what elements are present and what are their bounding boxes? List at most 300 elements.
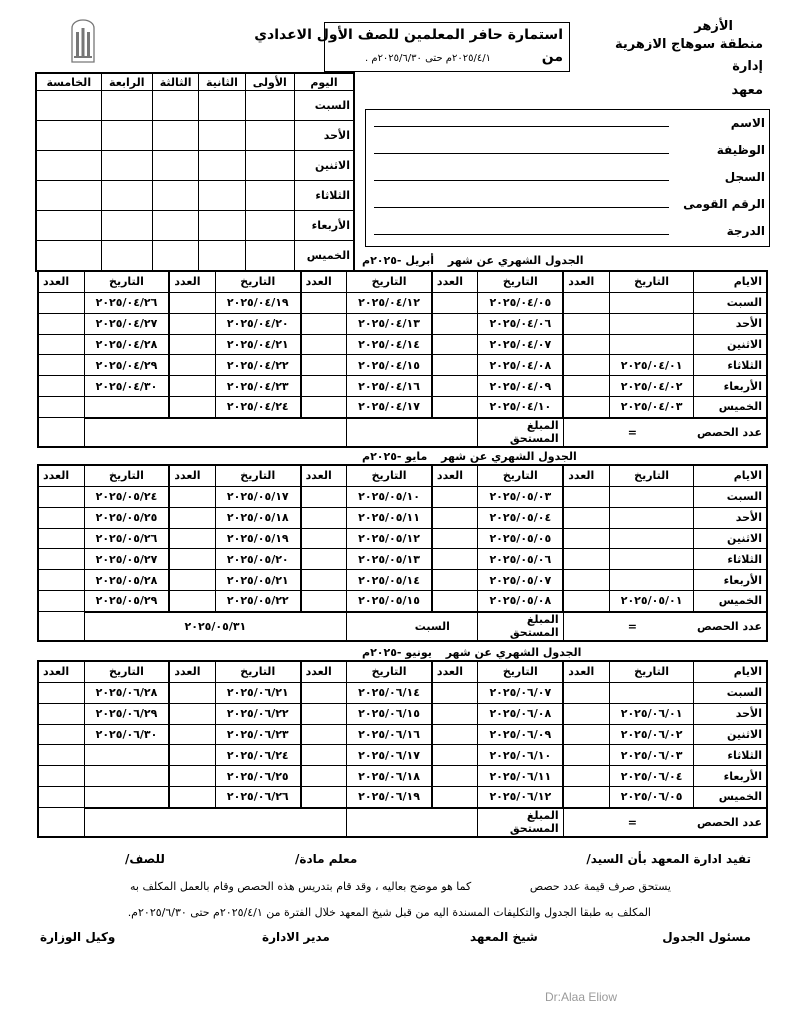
date-cell: ٢٠٢٥/٠٤/١٢ [347, 292, 432, 313]
count-cell [563, 486, 609, 507]
col-header-count: العدد [432, 661, 478, 682]
date-cell: ٢٠٢٥/٠٦/٢١ [215, 682, 300, 703]
month-header-row [38, 661, 767, 682]
sessions-equals: = [627, 425, 637, 439]
watermark: Dr:Alaa Eliow [545, 990, 618, 1004]
count-cell [563, 334, 609, 355]
month-title-may: الجدول الشهري عن شهر مايو -٢٠٢٥م [362, 450, 577, 463]
col-header-date: التاريخ [215, 271, 300, 292]
col-header-count: العدد [169, 271, 215, 292]
week-grid-day-cell: الثلاثاء [295, 181, 355, 211]
count-cell [169, 786, 215, 807]
count-cell [432, 334, 478, 355]
count-cell [169, 355, 215, 376]
sessions-equals: = [627, 815, 637, 829]
week-grid-row [36, 151, 354, 181]
week-grid-empty-cell [153, 91, 199, 121]
count-cell [301, 376, 347, 397]
day-cell: الثلاثاء [694, 745, 767, 766]
month-row [38, 724, 767, 745]
day-cell: الخميس [694, 786, 767, 807]
count-cell [432, 682, 478, 703]
azhar-emblem-icon [68, 18, 98, 66]
week-grid-empty-cell [36, 181, 101, 211]
month-row [38, 486, 767, 507]
week-grid-empty-cell [199, 121, 245, 151]
day-cell: الاثنين [694, 528, 767, 549]
count-cell [38, 766, 84, 787]
day-cell: الثلاثاء [694, 549, 767, 570]
sessions-equals: = [627, 619, 637, 633]
extra-left-cell [84, 808, 347, 837]
monthly-table-june [37, 660, 768, 838]
col-header-date: التاريخ [84, 465, 169, 486]
count-cell [432, 590, 478, 611]
footer-line1-c: للصف/ [125, 852, 165, 866]
col-header-date: التاريخ [478, 661, 563, 682]
date-cell: ٢٠٢٥/٠٤/٠٨ [478, 355, 563, 376]
count-cell [432, 528, 478, 549]
date-cell [609, 334, 694, 355]
signature-schedule-officer: مسئول الجدول [662, 930, 751, 944]
week-grid-empty-cell [101, 181, 152, 211]
count-cell [169, 590, 215, 611]
day-cell: السبت [694, 486, 767, 507]
count-cell [563, 396, 609, 417]
date-cell [84, 745, 169, 766]
date-cell: ٢٠٢٥/٠٤/١٠ [478, 396, 563, 417]
day-cell: السبت [694, 292, 767, 313]
date-cell: ٢٠٢٥/٠٥/٢٤ [84, 486, 169, 507]
col-header-count: العدد [563, 271, 609, 292]
month-row [38, 528, 767, 549]
count-cell [301, 549, 347, 570]
count-cell [169, 376, 215, 397]
day-cell: الأحد [694, 507, 767, 528]
date-cell: ٢٠٢٥/٠٦/١٨ [347, 766, 432, 787]
date-cell: ٢٠٢٥/٠٤/٠٢ [609, 376, 694, 397]
count-cell [301, 766, 347, 787]
signature-admin-director: مدير الادارة [262, 930, 330, 944]
week-grid-day-cell: الأحد [295, 121, 355, 151]
col-header-count: العدد [301, 271, 347, 292]
date-cell: ٢٠٢٥/٠٦/٢٦ [215, 786, 300, 807]
date-cell: ٢٠٢٥/٠٥/١٨ [215, 507, 300, 528]
count-cell [169, 549, 215, 570]
date-cell: ٢٠٢٥/٠٦/١١ [478, 766, 563, 787]
count-cell [432, 486, 478, 507]
footer-line1-a: تفيد ادارة المعهد بأن السيد/ [586, 852, 751, 866]
date-cell: ٢٠٢٥/٠٥/٢٩ [84, 590, 169, 611]
extra-day: السبت [414, 619, 450, 633]
month-row [38, 507, 767, 528]
count-cell [169, 292, 215, 313]
month-row [38, 292, 767, 313]
day-cell: السبت [694, 682, 767, 703]
week-grid-empty-cell [199, 241, 245, 272]
date-cell: ٢٠٢٥/٠٤/٠٥ [478, 292, 563, 313]
date-cell: ٢٠٢٥/٠٤/٢١ [215, 334, 300, 355]
col-header-count: العدد [169, 465, 215, 486]
count-cell [38, 703, 84, 724]
week-grid-day-cell: الاثنين [295, 151, 355, 181]
sessions-label: عدد الحصص [696, 619, 762, 633]
count-cell [432, 507, 478, 528]
week-grid-empty-cell [245, 241, 294, 272]
week-grid-header-cell: الخامسة [36, 73, 101, 91]
week-grid-header-cell: الثانية [199, 73, 245, 91]
count-cell [38, 355, 84, 376]
info-label: الدرجة [726, 224, 765, 238]
date-cell: ٢٠٢٥/٠٦/١٩ [347, 786, 432, 807]
count-cell [301, 703, 347, 724]
week-grid-empty-cell [36, 91, 101, 121]
count-cell [169, 507, 215, 528]
org-region: منطقة سوهاج الازهرية [615, 37, 763, 52]
date-cell: ٢٠٢٥/٠٥/٠٤ [478, 507, 563, 528]
date-cell: ٢٠٢٥/٠٤/٢٢ [215, 355, 300, 376]
info-fill-line [374, 234, 669, 235]
month-summary-row [38, 418, 767, 447]
count-cell [563, 590, 609, 611]
date-cell: ٢٠٢٥/٠٥/٠٥ [478, 528, 563, 549]
organization-header [583, 18, 763, 100]
date-cell: ٢٠٢٥/٠٦/٠٢ [609, 724, 694, 745]
date-cell: ٢٠٢٥/٠٤/١٩ [215, 292, 300, 313]
col-header-date: التاريخ [609, 661, 694, 682]
date-cell: ٢٠٢٥/٠٤/٢٨ [84, 334, 169, 355]
count-cell [38, 396, 84, 417]
date-cell: ٢٠٢٥/٠٦/١٥ [347, 703, 432, 724]
date-cell: ٢٠٢٥/٠٤/٠٩ [478, 376, 563, 397]
date-cell: ٢٠٢٥/٠٦/١٦ [347, 724, 432, 745]
week-grid-empty-cell [153, 211, 199, 241]
week-grid-header-row [36, 73, 354, 91]
month-summary-row [38, 808, 767, 837]
date-cell: ٢٠٢٥/٠٦/٠٣ [609, 745, 694, 766]
col-header-count: العدد [432, 465, 478, 486]
count-cell [301, 745, 347, 766]
date-cell: ٢٠٢٥/٠٦/٢٥ [215, 766, 300, 787]
date-cell: ٢٠٢٥/٠٤/١٥ [347, 355, 432, 376]
week-grid-empty-cell [199, 211, 245, 241]
col-header-count: العدد [563, 465, 609, 486]
week-grid-row [36, 121, 354, 151]
col-header-date: التاريخ [609, 465, 694, 486]
date-cell: ٢٠٢٥/٠٦/٢٣ [215, 724, 300, 745]
count-cell [301, 313, 347, 334]
count-cell [432, 786, 478, 807]
count-cell [169, 766, 215, 787]
count-cell [301, 590, 347, 611]
month-row [38, 682, 767, 703]
signature-undersecretary: وكيل الوزارة [40, 930, 116, 944]
month-header-row [38, 271, 767, 292]
date-cell: ٢٠٢٥/٠٥/٢٠ [215, 549, 300, 570]
date-cell [84, 396, 169, 417]
date-cell: ٢٠٢٥/٠٦/١٠ [478, 745, 563, 766]
col-header-days: الايام [694, 465, 767, 486]
count-cell [432, 745, 478, 766]
col-header-date: التاريخ [215, 465, 300, 486]
col-header-date: التاريخ [84, 661, 169, 682]
month-title-june: الجدول الشهري عن شهر يونيو -٢٠٢٥م [362, 646, 582, 659]
count-cell [563, 724, 609, 745]
date-cell [84, 786, 169, 807]
count-cell [563, 703, 609, 724]
week-grid-empty-cell [199, 91, 245, 121]
count-cell [38, 786, 84, 807]
date-cell: ٢٠٢٥/٠٤/١٤ [347, 334, 432, 355]
count-cell [38, 486, 84, 507]
week-grid-empty-cell [36, 151, 101, 181]
date-cell: ٢٠٢٥/٠٥/١٠ [347, 486, 432, 507]
count-cell [432, 396, 478, 417]
date-cell: ٢٠٢٥/٠٥/١٣ [347, 549, 432, 570]
date-cell: ٢٠٢٥/٠٥/٠٧ [478, 570, 563, 591]
date-cell: ٢٠٢٥/٠٥/٠٣ [478, 486, 563, 507]
count-cell [432, 724, 478, 745]
form-period: ٢٠٢٥/٤/١م حتى ٢٠٢٥/٦/٣٠م . [365, 53, 491, 64]
count-cell [38, 334, 84, 355]
date-cell: ٢٠٢٥/٠٥/٢١ [215, 570, 300, 591]
date-cell: ٢٠٢٥/٠٥/٢٥ [84, 507, 169, 528]
weekly-schedule-grid [35, 72, 355, 272]
count-cell [301, 786, 347, 807]
day-cell: الخميس [694, 590, 767, 611]
week-grid-empty-cell [153, 151, 199, 181]
month-row [38, 549, 767, 570]
count-cell [38, 507, 84, 528]
signature-institute-sheikh: شيخ المعهد [470, 930, 538, 944]
amount-value-cell [347, 418, 478, 447]
date-cell: ٢٠٢٥/٠٤/٢٧ [84, 313, 169, 334]
count-cell [169, 682, 215, 703]
week-grid-empty-cell [36, 121, 101, 151]
col-header-date: التاريخ [478, 271, 563, 292]
date-cell: ٢٠٢٥/٠٤/٢٣ [215, 376, 300, 397]
date-cell: ٢٠٢٥/٠٤/٠٧ [478, 334, 563, 355]
date-cell: ٢٠٢٥/٠٤/٠٣ [609, 396, 694, 417]
week-grid-empty-cell [36, 241, 101, 272]
month-row [38, 745, 767, 766]
week-grid-row [36, 241, 354, 272]
info-label: الاسم [730, 116, 765, 130]
day-cell: الأربعاء [694, 570, 767, 591]
count-cell [301, 396, 347, 417]
count-cell [301, 682, 347, 703]
date-cell: ٢٠٢٥/٠٦/٢٩ [84, 703, 169, 724]
date-cell: ٢٠٢٥/٠٥/١٧ [215, 486, 300, 507]
week-grid-empty-cell [101, 151, 152, 181]
count-cell [432, 376, 478, 397]
count-cell [38, 528, 84, 549]
week-grid-header-cell: الرابعة [101, 73, 152, 91]
count-cell [563, 292, 609, 313]
col-header-count: العدد [563, 661, 609, 682]
month-row [38, 703, 767, 724]
date-cell: ٢٠٢٥/٠٦/٠٩ [478, 724, 563, 745]
week-grid-empty-cell [36, 211, 101, 241]
count-cell [563, 570, 609, 591]
date-cell: ٢٠٢٥/٠٥/٢٨ [84, 570, 169, 591]
week-grid-header-cell: الأولى [245, 73, 294, 91]
week-grid-empty-cell [245, 91, 294, 121]
date-cell [609, 570, 694, 591]
count-cell [301, 724, 347, 745]
week-grid-row [36, 181, 354, 211]
col-header-count: العدد [301, 661, 347, 682]
date-cell [609, 313, 694, 334]
col-header-date: التاريخ [347, 271, 432, 292]
date-cell [609, 507, 694, 528]
date-cell: ٢٠٢٥/٠٤/٢٩ [84, 355, 169, 376]
week-grid-empty-cell [245, 151, 294, 181]
week-grid-day-cell: الأربعاء [295, 211, 355, 241]
count-cell [563, 528, 609, 549]
week-grid-row [36, 91, 354, 121]
count-cell [301, 507, 347, 528]
info-label: السجل [724, 170, 765, 184]
count-cell [301, 570, 347, 591]
count-cell [169, 396, 215, 417]
date-cell: ٢٠٢٥/٠٦/٠٥ [609, 786, 694, 807]
col-header-count: العدد [38, 465, 84, 486]
count-cell [38, 292, 84, 313]
col-header-date: التاريخ [347, 465, 432, 486]
date-cell: ٢٠٢٥/٠٤/٢٤ [215, 396, 300, 417]
count-cell [432, 549, 478, 570]
count-cell [169, 724, 215, 745]
sessions-label-cell [563, 612, 767, 641]
date-cell: ٢٠٢٥/٠٥/٢٢ [215, 590, 300, 611]
week-grid-empty-cell [101, 241, 152, 272]
count-cell [563, 766, 609, 787]
count-cell [38, 724, 84, 745]
col-header-days: الايام [694, 271, 767, 292]
count-cell [38, 590, 84, 611]
amount-value-cell [347, 808, 478, 837]
col-header-date: التاريخ [478, 465, 563, 486]
info-fill-line [374, 207, 669, 208]
monthly-table-may [37, 464, 768, 642]
week-grid-empty-cell [101, 121, 152, 151]
day-cell: الاثنين [694, 334, 767, 355]
date-cell: ٢٠٢٥/٠٤/٠٦ [478, 313, 563, 334]
day-cell: الخميس [694, 396, 767, 417]
month-summary-row [38, 612, 767, 641]
col-header-count: العدد [38, 271, 84, 292]
date-cell: ٢٠٢٥/٠٤/٠١ [609, 355, 694, 376]
day-cell: الاثنين [694, 724, 767, 745]
day-cell: الثلاثاء [694, 355, 767, 376]
count-cell [563, 313, 609, 334]
week-grid-empty-cell [153, 181, 199, 211]
date-cell: ٢٠٢٥/٠٦/٠٨ [478, 703, 563, 724]
count-cell [563, 549, 609, 570]
form-title-from: من [541, 49, 563, 65]
count-cell [432, 292, 478, 313]
col-header-count: العدد [169, 661, 215, 682]
sessions-label-cell [563, 418, 767, 447]
date-cell: ٢٠٢٥/٠٤/٢٠ [215, 313, 300, 334]
footer-line3: المكلف به طبقا الجدول والتكليفات المسندة اليه من قبل شيخ المعهد خلال الفترة من ٢٠٢٥/٤/١م حتى ٢٠٢٥/٦/٣٠م. [127, 906, 651, 919]
month-row [38, 313, 767, 334]
month-row [38, 396, 767, 417]
date-cell: ٢٠٢٥/٠٦/٢٨ [84, 682, 169, 703]
day-cell: الأحد [694, 313, 767, 334]
col-header-days: الايام [694, 661, 767, 682]
count-cell [432, 570, 478, 591]
week-grid-empty-cell [245, 211, 294, 241]
date-cell: ٢٠٢٥/٠٥/٠٨ [478, 590, 563, 611]
count-cell [301, 355, 347, 376]
footer-line2-a: يستحق صرف قيمة عدد حصص [529, 880, 671, 893]
date-cell [609, 682, 694, 703]
month-row [38, 590, 767, 611]
month-row [38, 355, 767, 376]
week-grid-empty-cell [101, 211, 152, 241]
date-cell [609, 528, 694, 549]
month-header-row [38, 465, 767, 486]
date-cell [609, 549, 694, 570]
monthly-table-april [37, 270, 768, 448]
info-row [366, 137, 769, 164]
date-cell: ٢٠٢٥/٠٦/٢٤ [215, 745, 300, 766]
info-row [366, 218, 769, 245]
date-cell: ٢٠٢٥/٠٦/١٧ [347, 745, 432, 766]
col-header-date: التاريخ [609, 271, 694, 292]
sessions-label-cell [563, 808, 767, 837]
date-cell: ٢٠٢٥/٠٤/١٧ [347, 396, 432, 417]
week-grid-empty-cell [153, 121, 199, 151]
count-cell [563, 355, 609, 376]
count-cell [563, 786, 609, 807]
count-cell [563, 507, 609, 528]
amount-label-cell: المبلغ المستحق [478, 612, 563, 641]
extra-date: ٢٠٢٥/٠٥/٣١ [184, 619, 247, 633]
teacher-info-box [365, 109, 770, 247]
col-header-count: العدد [38, 661, 84, 682]
org-institute: معهد [731, 83, 763, 98]
amount-label-cell: المبلغ المستحق [478, 418, 563, 447]
count-cell [432, 313, 478, 334]
info-row [366, 191, 769, 218]
month-title-april: الجدول الشهري عن شهر أبريل -٢٠٢٥م [362, 254, 584, 267]
date-cell: ٢٠٢٥/٠٦/٠١ [609, 703, 694, 724]
date-cell: ٢٠٢٥/٠٥/٠٦ [478, 549, 563, 570]
info-fill-line [374, 153, 669, 154]
date-cell: ٢٠٢٥/٠٥/١٢ [347, 528, 432, 549]
day-cell: الأربعاء [694, 376, 767, 397]
footer-line2-b: كما هو موضح بعاليه ، وقد قام بتدريس هذه الحصص وقام بالعمل المكلف به [130, 880, 472, 893]
org-azhar: الأزهر [694, 19, 733, 34]
count-cell [301, 292, 347, 313]
week-grid-row [36, 211, 354, 241]
count-cell [301, 334, 347, 355]
count-cell [38, 682, 84, 703]
day-cell: الأربعاء [694, 766, 767, 787]
week-grid-empty-cell [245, 181, 294, 211]
extra-left-cell [84, 418, 347, 447]
info-label: الرقم القومى [683, 197, 765, 211]
date-cell: ٢٠٢٥/٠٤/٢٦ [84, 292, 169, 313]
info-fill-line [374, 126, 669, 127]
date-cell: ٢٠٢٥/٠٥/٢٧ [84, 549, 169, 570]
form-title-box [254, 22, 570, 72]
date-cell: ٢٠٢٥/٠٤/١٦ [347, 376, 432, 397]
week-grid-header-cell: اليوم [295, 73, 355, 91]
